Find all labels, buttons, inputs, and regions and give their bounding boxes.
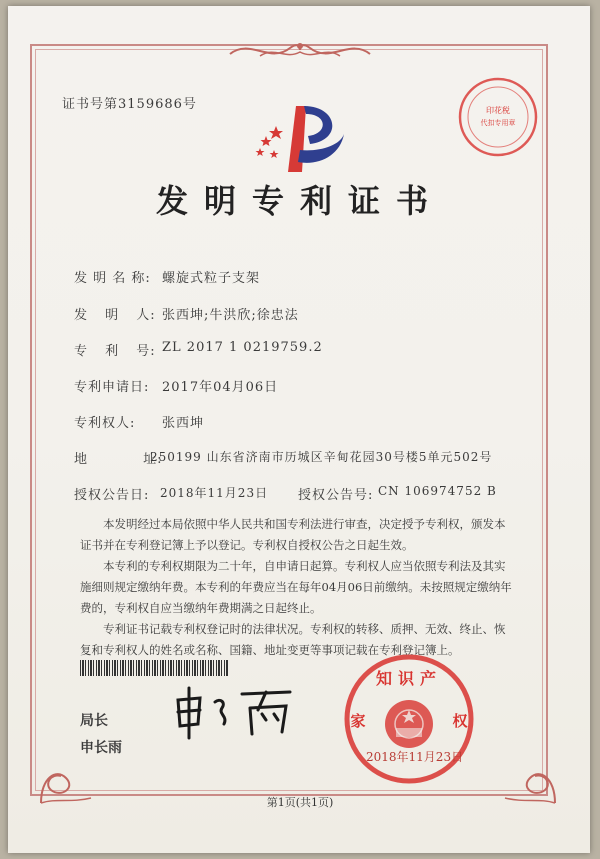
certificate-body xyxy=(80,514,515,661)
grant-number-value: CN 106974752 B xyxy=(378,484,497,498)
top-ornament xyxy=(220,36,380,66)
body-paragraph-2: 本专利的专利权期限为二十年，自申请日起算。专利权人应当依照专利法及其实施细则规定缴纳年费。本专利的年费应当在每年04月06日前缴纳。未按照规定缴纳年费的，专利权自应当缴纳年费期满之日起终止。 xyxy=(80,559,512,615)
body-paragraph-1: 本发明经过本局依照中华人民共和国专利法进行审查，决定授予专利权，颁发本证书并在专利登记簿上予以登记。专利权自授权公告之日起生效。 xyxy=(80,517,506,552)
official-seal xyxy=(342,652,476,786)
director-name: 申长雨 xyxy=(80,740,122,756)
field-patentee-label: 专利权人: xyxy=(74,416,136,431)
field-application-date-label: 专利申请日: xyxy=(74,380,150,395)
field-invention-name-value: 螺旋式粒子支架 xyxy=(162,271,261,286)
field-invention-name-label: 发 明 名 称: xyxy=(74,271,151,286)
director-title: 局长 xyxy=(80,713,108,729)
seal-date: 2018年11月23日 xyxy=(366,750,464,764)
grant-date-value: 2018年11月23日 xyxy=(160,486,269,500)
field-address-label: 地 址: xyxy=(74,452,163,467)
svg-text:权: 权 xyxy=(452,712,468,730)
grant-date-label: 授权公告日: xyxy=(74,488,150,503)
grant-number-label: 授权公告号: xyxy=(298,488,374,503)
certificate-number: 证书号第3159686号 xyxy=(62,97,197,112)
field-patentee-value: 张西坤 xyxy=(162,416,205,431)
cnipa-logo xyxy=(248,100,348,174)
field-patent-number-value: ZL 2017 1 0219759.2 xyxy=(162,340,323,355)
field-application-date-value: 2017年04月06日 xyxy=(162,380,279,395)
svg-text:家: 家 xyxy=(350,712,366,730)
corner-tax-stamp xyxy=(456,75,540,159)
barcode xyxy=(80,660,228,676)
svg-text:印花税: 印花税 xyxy=(486,106,510,115)
director-signature xyxy=(170,680,310,740)
field-address-value: 250199 山东省济南市历城区辛甸花园30号楼5单元502号 xyxy=(150,450,493,464)
field-inventor-value: 张西坤;牛洪欣;徐忠法 xyxy=(162,308,299,323)
page-footer: 第1页(共1页) xyxy=(266,796,334,809)
field-inventor-label: 发 明 人: xyxy=(74,308,156,323)
svg-text:知识产: 知识产 xyxy=(375,669,443,688)
field-patent-number-label: 专 利 号: xyxy=(74,344,156,359)
body-paragraph-3: 专利证书记载专利权登记时的法律状况。专利权的转移、质押、无效、终止、恢复和专利权人的姓名或名称、国籍、地址变更等事项记载在专利登记簿上。 xyxy=(80,622,506,657)
svg-text:代扣专用章: 代扣专用章 xyxy=(480,119,516,127)
certificate-title: 发明专利证书 xyxy=(155,182,444,220)
